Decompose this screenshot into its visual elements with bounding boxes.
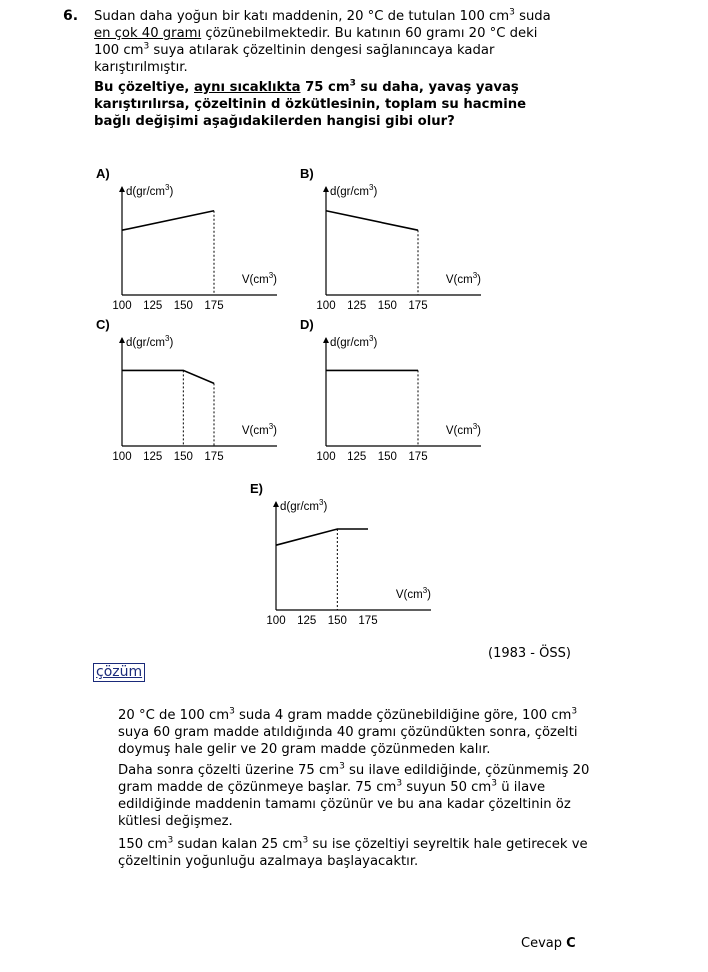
data-line [122, 211, 214, 230]
y-axis-label: $d(gr/cm^3)$ [126, 334, 174, 349]
option-e-graph[interactable] [246, 480, 446, 635]
answer-value: C [566, 936, 576, 951]
y-axis-label: $d(gr/cm^3)$ [280, 498, 328, 513]
question-paragraph-1: Sudan daha yoğun bir katı maddenin, 20 °C de tutulan 100 $cm^3$ suda en çok 40 gramı çözünebilmektedir. Bu katının 60 gramı 20 °C deki 100 $cm^3$ suya atılarak çözeltinin dengesi sağlanıncaya kadar karıştırılmıştır. [94, 7, 551, 75]
solution-paragraph-2: Daha sonra çözelti üzerine 75 $cm^3$ su ilave edildiğinde, çözünmemiş 20 gram madde de çözünmeye başlar. 75 $cm^3$ suyun 50 $cm^3$ ü ilave edildiğinde maddenin tamamı çözünür ve bu ana kadar çözeltinin öz kütlesi değişmez. [118, 761, 590, 829]
x-tick-label: 100 [266, 615, 286, 627]
question-paragraph-2: Bu çözeltiye, aynı sıcaklıkta 75 $cm^3$ su daha, yavaş yavaş karıştırılırsa, çözeltinin d özkütlesinin, toplam su hacmine bağlı değişimi aşağıdakilerden hangisi gibi olur? [94, 78, 527, 129]
x-tick-label: 125 [143, 451, 163, 463]
x-tick-label: 175 [408, 300, 428, 312]
x-tick-label: 100 [316, 451, 336, 463]
x-tick-label: 175 [408, 451, 428, 463]
solution-text [118, 707, 598, 874]
y-axis-arrow [273, 501, 279, 507]
question-text [94, 8, 564, 130]
option-c-graph[interactable] [92, 316, 292, 471]
y-axis-arrow [323, 337, 329, 343]
solution-label[interactable]: çözüm [93, 663, 145, 682]
y-axis-label: $d(gr/cm^3)$ [126, 183, 174, 198]
x-axis-label: $V(cm^3)$ [445, 271, 481, 286]
data-line [122, 370, 214, 383]
y-axis-label: $d(gr/cm^3)$ [330, 183, 378, 198]
option-label: D) [300, 317, 314, 332]
option-a-graph[interactable] [92, 165, 292, 320]
x-tick-label: 100 [316, 300, 336, 312]
x-tick-label: 175 [204, 451, 224, 463]
underlined-amount: en çok 40 gramı [94, 26, 202, 41]
option-label: E) [250, 481, 263, 496]
underlined-condition: aynı sıcaklıkta [194, 80, 301, 95]
x-tick-label: 175 [204, 300, 224, 312]
x-tick-label: 125 [297, 615, 317, 627]
data-line [326, 211, 418, 230]
option-label: B) [300, 166, 314, 181]
y-axis-arrow [323, 186, 329, 192]
question-source: (1983 - ÖSS) [488, 646, 571, 661]
x-tick-label: 100 [112, 300, 132, 312]
x-tick-label: 150 [377, 300, 397, 312]
option-b-graph[interactable] [296, 165, 496, 320]
x-axis-label: $V(cm^3)$ [241, 271, 277, 286]
option-label: C) [96, 317, 110, 332]
y-axis-arrow [119, 337, 125, 343]
x-tick-label: 150 [173, 451, 193, 463]
x-tick-label: 100 [112, 451, 132, 463]
x-axis-label: $V(cm^3)$ [445, 422, 481, 437]
y-axis-label: $d(gr/cm^3)$ [330, 334, 378, 349]
option-label: A) [96, 166, 110, 181]
data-line [276, 529, 368, 545]
x-tick-label: 125 [143, 300, 163, 312]
solution-paragraph-1: 20 °C de 100 $cm^3$ suda 4 gram madde çözünebildiğine göre, 100 $cm^3$ suya 60 gram madde atıldığında 40 gramı çözündükten sonra, çözelti doymuş hale gelir ve 20 gram madde çözünmeden kalır. [118, 706, 578, 757]
x-tick-label: 125 [347, 451, 367, 463]
x-tick-label: 150 [173, 300, 193, 312]
option-d-graph[interactable] [296, 316, 496, 471]
answer: Cevap C [521, 936, 576, 951]
y-axis-arrow [119, 186, 125, 192]
x-tick-label: 150 [377, 451, 397, 463]
question-number: 6. [63, 8, 79, 24]
solution-paragraph-3: 150 $cm^3$ sudan kalan 25 $cm^3$ su ise çözeltiyi seyreltik hale getirecek ve çözeltinin yoğunluğu azalmaya başlayacaktır. [118, 835, 588, 869]
x-axis-label: $V(cm^3)$ [395, 586, 431, 601]
x-tick-label: 175 [358, 615, 378, 627]
x-tick-label: 150 [327, 615, 347, 627]
x-axis-label: $V(cm^3)$ [241, 422, 277, 437]
x-tick-label: 125 [347, 300, 367, 312]
